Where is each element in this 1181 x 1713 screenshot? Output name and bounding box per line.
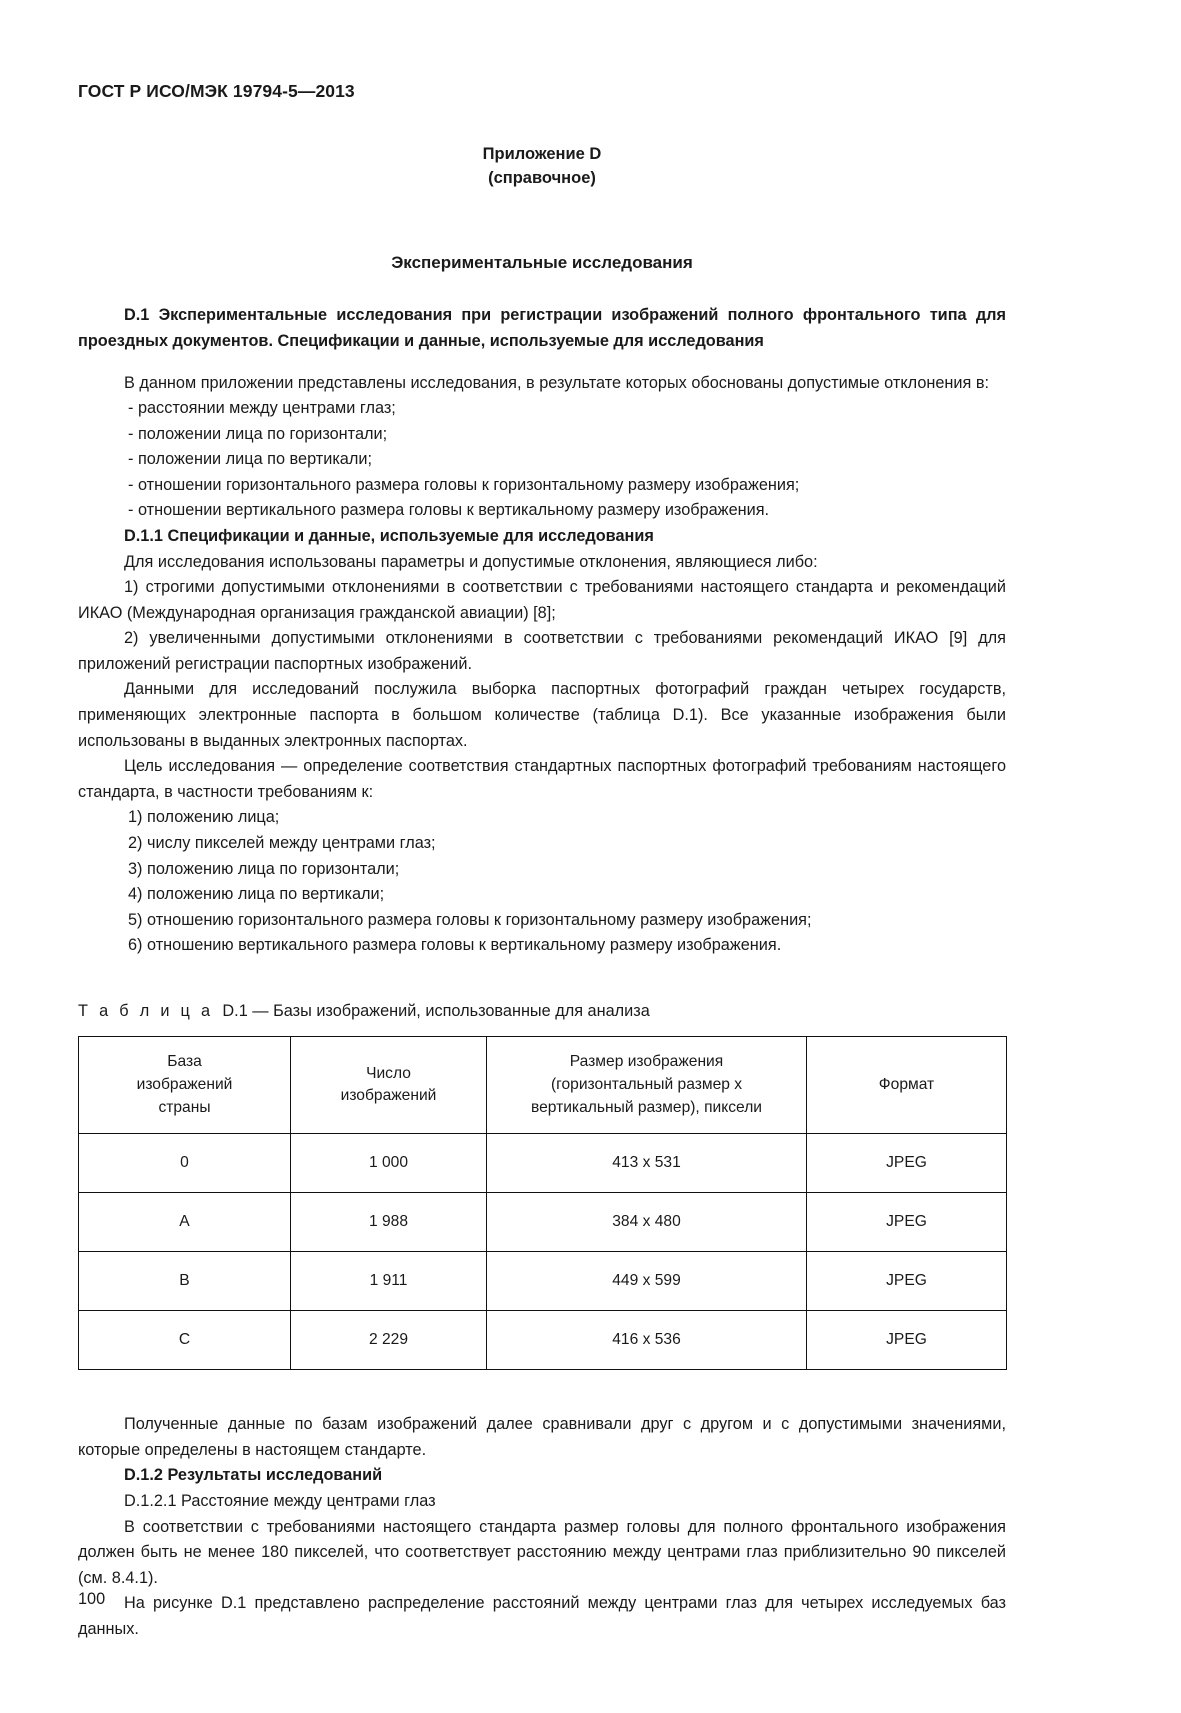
list-item: - расстоянии между центрами глаз; xyxy=(128,399,396,418)
page-content xyxy=(78,0,1006,1642)
image-databases-table xyxy=(78,1036,1007,1370)
list-item: 4) положению лица по вертикали; xyxy=(128,885,385,904)
list-item: - отношении вертикального размера головы к вертикальному размеру изображения. xyxy=(128,501,770,520)
paragraph-after-table: Полученные данные по базам изображений далее сравнивали друг с другом и с допустимыми значениями, которые определены в настоящем стандарте. xyxy=(78,1415,1006,1459)
header-line: изображений xyxy=(340,1087,437,1105)
list-item: 2) числу пикселей между центрами глаз; xyxy=(128,833,436,852)
list-item: - положении лица по горизонтали; xyxy=(128,424,388,443)
cell-base: C xyxy=(79,1311,291,1370)
heading-d1: D.1 Экспериментальные исследования при регистрации изображений полного фронтального типа для проездных документов. Спецификации и данные, используемые для исследования xyxy=(78,306,1006,350)
table-row xyxy=(79,1193,1007,1252)
heading-d121: D.1.2.1 Расстояние между центрами глаз xyxy=(124,1492,436,1511)
list-item: 6) отношению вертикального размера головы к вертикальному размеру изображения. xyxy=(128,936,782,955)
cell-format: JPEG xyxy=(807,1311,1007,1370)
paragraph-d11-item-1: 1) строгими допустимыми отклонениями в соответствии с требованиями настоящего стандарта и рекомендаций ИКАО (Международная организация гражданской авиации) [8]; xyxy=(78,578,1006,622)
heading-d11: D.1.1 Спецификации и данные, используемые для исследования xyxy=(124,527,654,546)
cell-count: 1 988 xyxy=(291,1193,487,1252)
standard-header: ГОСТ Р ИСО/МЭК 19794-5—2013 xyxy=(78,81,355,101)
cell-size: 384 х 480 xyxy=(487,1193,807,1252)
header-line: База xyxy=(167,1053,202,1071)
table-header-row xyxy=(79,1037,1007,1134)
header-line: Размер изображения xyxy=(569,1053,724,1071)
cell-count: 2 229 xyxy=(291,1311,487,1370)
cell-format: JPEG xyxy=(807,1134,1007,1193)
heading-d12: D.1.2 Результаты исследований xyxy=(124,1466,383,1485)
table-caption-text: D.1 — Базы изображений, использованные для анализа xyxy=(222,1001,650,1020)
column-header-base xyxy=(79,1037,291,1134)
cell-format: JPEG xyxy=(807,1193,1007,1252)
paragraph-d11-goal: Цель исследования — определение соответствия стандартных паспортных фотографий требованиям настоящего стандарта, в частности требованиям к: xyxy=(78,757,1006,801)
header-line: вертикальный размер), пиксели xyxy=(530,1098,763,1116)
header-line: Формат xyxy=(878,1075,935,1093)
table-row xyxy=(79,1252,1007,1311)
cell-size: 416 х 536 xyxy=(487,1311,807,1370)
section-title: Экспериментальные исследования xyxy=(391,253,693,273)
column-header-format xyxy=(807,1037,1007,1134)
paragraph-d121-2: На рисунке D.1 представлено распределение расстояний между центрами глаз для четырех исследуемых баз данных. xyxy=(78,1594,1006,1638)
header-line: страны xyxy=(158,1098,211,1116)
column-header-count xyxy=(291,1037,487,1134)
table-caption-label: Т а б л и ц а xyxy=(78,1001,214,1020)
cell-base: 0 xyxy=(79,1134,291,1193)
column-header-size xyxy=(487,1037,807,1134)
cell-base: B xyxy=(79,1252,291,1311)
list-item: 5) отношению горизонтального размера головы к горизонтальному размеру изображения; xyxy=(128,910,812,929)
cell-format: JPEG xyxy=(807,1252,1007,1311)
table-caption xyxy=(78,999,1006,1023)
table-row xyxy=(79,1311,1007,1370)
header-line: (горизонтальный размер х xyxy=(550,1075,743,1093)
after-table-block xyxy=(78,1412,1006,1642)
header-line: изображений xyxy=(136,1075,233,1093)
annex-heading-block xyxy=(78,143,1006,191)
paragraph-d11-item-2: 2) увеличенными допустимыми отклонениями в соответствии с требованиями рекомендаций ИКАО [9] для приложений регистрации паспортных изображений. xyxy=(78,629,1006,673)
table-row xyxy=(79,1134,1007,1193)
annex-title: Приложение D xyxy=(482,145,602,164)
paragraph-d11-data: Данными для исследований послужила выборка паспортных фотографий граждан четырех государств, применяющих электронные паспорта в большом количестве (таблица D.1). Все указанные изображения были использованы в выданных электронных паспортах. xyxy=(78,680,1006,750)
cell-count: 1 000 xyxy=(291,1134,487,1193)
cell-size: 449 х 599 xyxy=(487,1252,807,1311)
cell-count: 1 911 xyxy=(291,1252,487,1311)
page-number: 100 xyxy=(78,1590,106,1608)
paragraph-d11-intro: Для исследования использованы параметры и допустимые отклонения, являющиеся либо: xyxy=(124,552,818,571)
list-item: - отношении горизонтального размера головы к горизонтальному размеру изображения; xyxy=(128,475,800,494)
list-item: - положении лица по вертикали; xyxy=(128,450,372,469)
list-item: 3) положению лица по горизонтали; xyxy=(128,859,400,878)
header-line: Число xyxy=(366,1064,411,1082)
paragraph-d121-1: В соответствии с требованиями настоящего стандарта размер головы для полного фронтального изображения должен быть не менее 180 пикселей, что соответствует расстоянию между центрами глаз приблизительно 90 пикселей (см. 8.4.1). xyxy=(78,1517,1006,1587)
cell-base: A xyxy=(79,1193,291,1252)
list-item: 1) положению лица; xyxy=(128,808,280,827)
cell-size: 413 х 531 xyxy=(487,1134,807,1193)
paragraph-intro: В данном приложении представлены исследования, в результате которых обоснованы допустимые отклонения в: xyxy=(124,373,990,392)
annex-subtitle: (справочное) xyxy=(488,169,596,188)
